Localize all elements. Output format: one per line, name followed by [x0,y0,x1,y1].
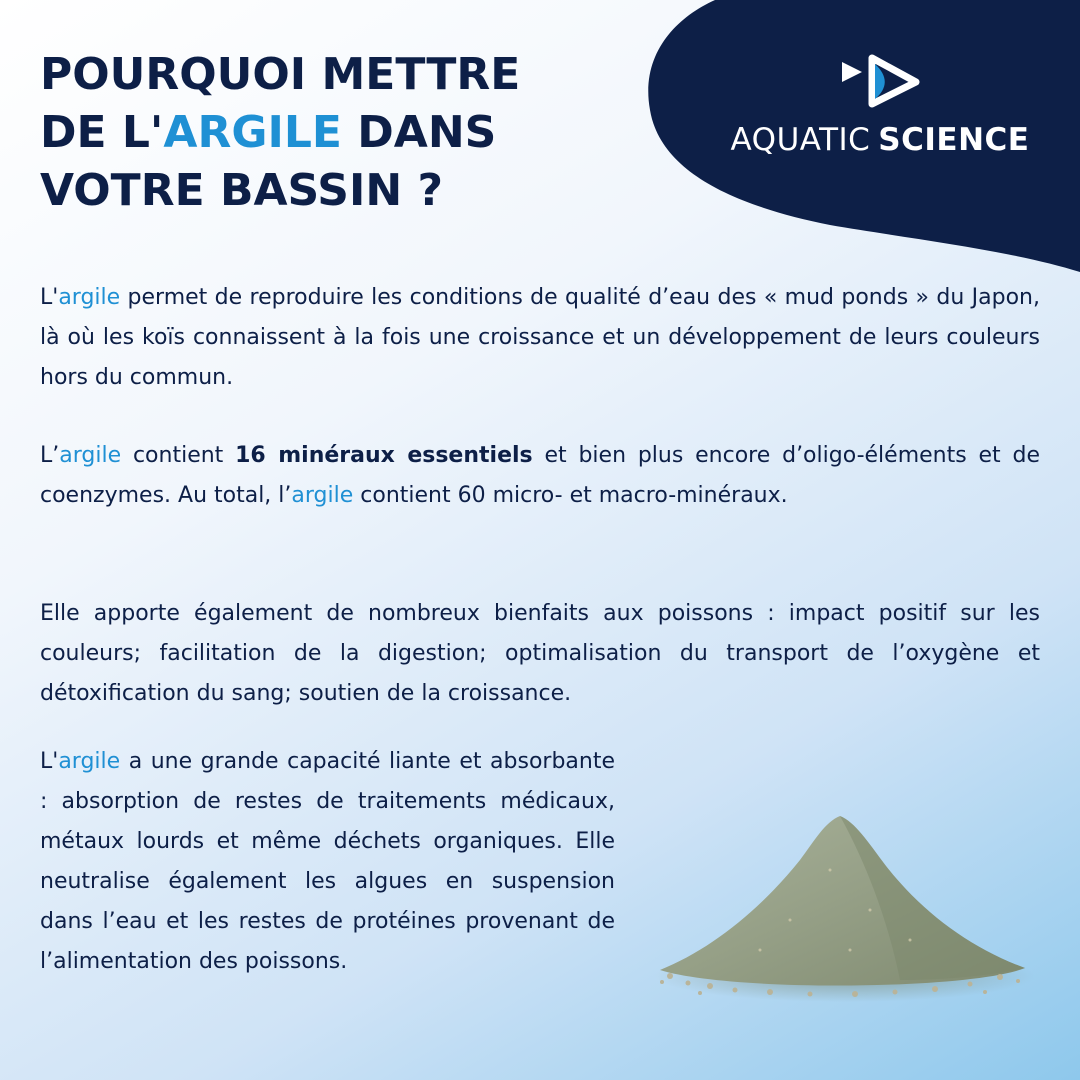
clay-powder-pile-icon [640,800,1040,1010]
paragraph-benefits: Elle apporte également de nombreux bienfaits aux poissons : impact positif sur les couleurs; facilitation de la digestion; optimalisation du transport de l’oxygène et détoxification du sang; soutien de la croissance. [40,601,1040,706]
p2-bold: 16 minéraux essentiels [235,443,533,468]
p4-highlight: argile [58,749,121,774]
brand-logo [710,52,1050,158]
p1-pre: L' [40,285,59,310]
p2-highlight-1: argile [59,443,122,468]
title-line-2-post: DANS [341,107,497,158]
title-line-1: POURQUOI METTRE [40,49,521,100]
brand-name [710,122,1050,158]
p2-mid-2: et bien plus encore d’oligo-éléments et de coenzymes. Au total, l’ [40,443,1041,508]
p1-text: permet de reproduire les conditions de qualité d’eau des « mud ponds » du Japon, là où les koïs connaissent à la fois une croissance et un développement de leurs couleurs hors du commun. [40,285,1040,390]
paragraph-mud-ponds [40,278,1040,398]
title-line-2-pre: DE L' [40,107,164,158]
p2-pre: L’ [40,443,60,468]
p4-text: a une grande capacité liante et absorbante : absorption de restes de traitements médicaux, métaux lourds et même déchets organiques. Elle neutralise également les algues en suspension dans l’eau et les restes de protéines provenant de l’alimentation des poissons. [40,749,615,974]
p2-mid-1: contient [121,443,236,468]
play-icon [832,52,928,110]
brand-name-bold: SCIENCE [878,122,1030,158]
title-highlight: ARGILE [163,107,342,158]
p2-highlight-2: argile [291,483,354,508]
paragraph-absorption [40,742,615,982]
title-line-3: VOTRE BASSIN ? [40,165,443,216]
page-title [40,46,640,220]
brand-name-light: AQUATIC [730,122,871,158]
p1-highlight: argile [58,285,121,310]
p2-text: contient 60 micro- et macro-minéraux. [353,483,788,508]
p4-pre: L' [40,749,59,774]
paragraph-minerals [40,436,1040,516]
